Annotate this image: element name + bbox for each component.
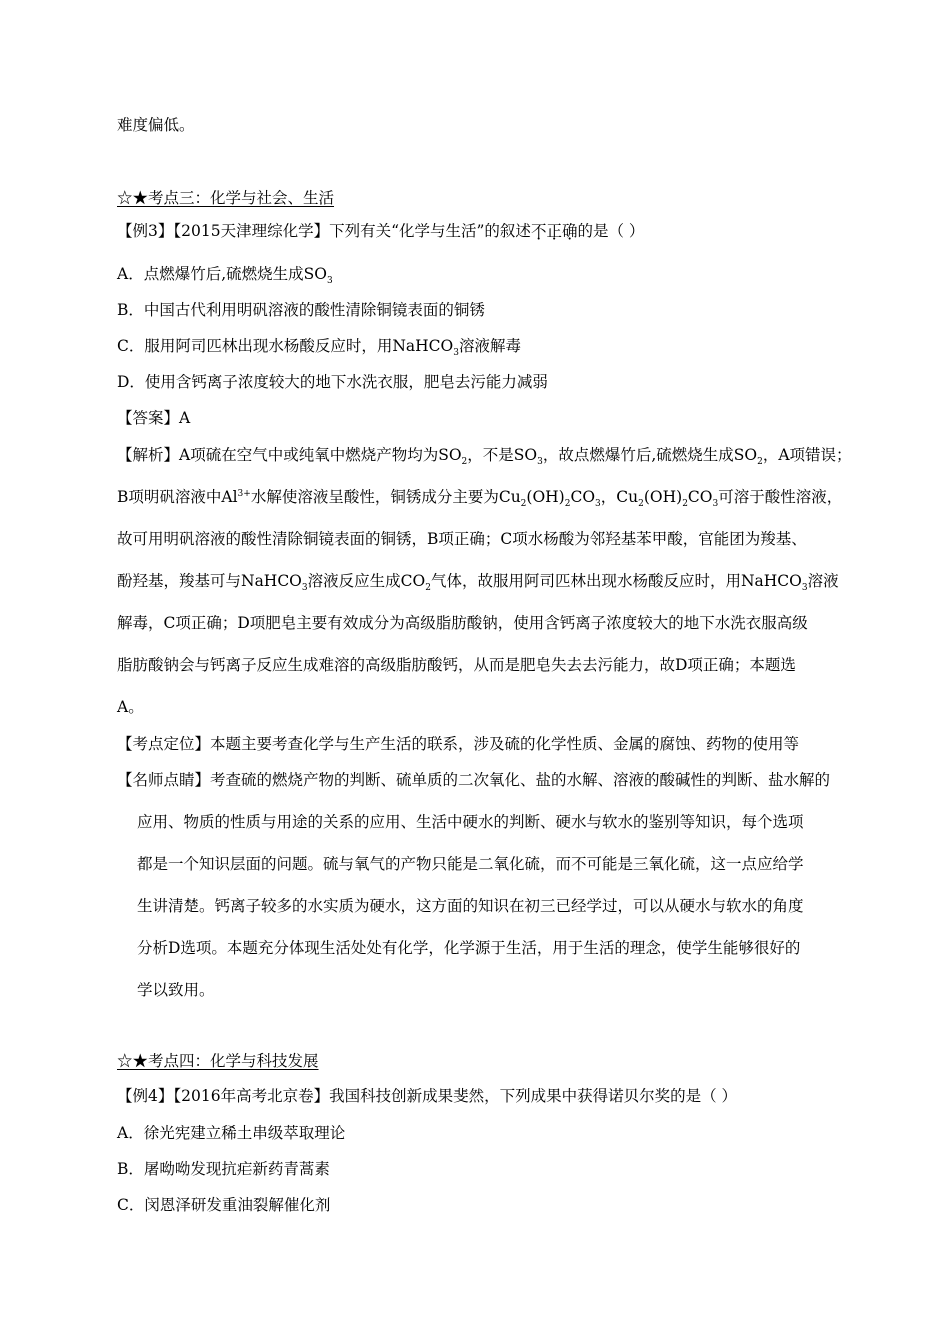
subscript: 2 <box>757 457 763 468</box>
mingshi-line-6: 学以致用。 <box>137 981 215 999</box>
analysis-text: ，故点燃爆竹后,硫燃烧生成SO <box>542 446 758 464</box>
mingshi-line-5: 分析D选项。本题充分体现生活处处有化学，化学源于生活，用于生活的理念，使学生能够很好的 <box>137 939 801 957</box>
emphasis-char: 确 <box>561 222 578 240</box>
subscript: 3 <box>326 276 333 287</box>
example3-tag: 【例3】 <box>117 222 174 240</box>
analysis-line-5: 解毒，C项正确；D项肥皂主要有效成分为高级脂肪酸钠，使用含钙离子浓度较大的地下水洗衣服高级 <box>117 614 808 632</box>
mingshi-line-2: 应用、物质的性质与用途的关系的应用、生活中硬水的判断、硬水与软水的鉴别等知识，每个选项 <box>137 813 804 831</box>
example3-answer <box>117 407 190 429</box>
mingshi-line-3: 都是一个知识层面的问题。硫与氧气的产物只能是二氧化硫，而不可能是三氧化硫，这一点应给学 <box>137 855 804 873</box>
analysis-line-3: 故可用明矾溶液的酸性清除铜镜表面的铜锈，B项正确；C项水杨酸为邻羟基苯甲酸，官能团为羧基、 <box>117 530 807 548</box>
analysis-text: 酚羟基，羧基可与NaHCO <box>117 572 302 590</box>
example3-question-pre: 下列有关“化学与生活”的叙述 <box>329 222 531 240</box>
example4-option-a: A．徐光宪建立稀土串级萃取理论 <box>117 1124 346 1142</box>
subscript: 3 <box>301 583 308 594</box>
analysis-text: A项硫在空气中或纯氧中燃烧产物均为SO <box>179 446 462 464</box>
kaodian-line <box>117 733 799 755</box>
kaodian-label: 【考点定位】 <box>117 735 211 753</box>
example4-source: 【2016年高考北京卷】 <box>173 1087 330 1105</box>
analysis-text: 气体，故服用阿司匹林出现水杨酸反应时，用NaHCO <box>430 572 802 590</box>
mingshi-line-4: 生讲清楚。钙离子较多的水实质为硬水，这方面的知识在初三已经学过，可以从硬水与软水的角度 <box>137 897 804 915</box>
example4-option-b: B．屠呦呦发现抗疟新药青蒿素 <box>117 1160 330 1178</box>
superscript: 3+ <box>237 488 251 499</box>
analysis-text: ，Cu <box>600 488 639 506</box>
analysis-line-4 <box>117 570 839 592</box>
subscript: 2 <box>682 499 688 510</box>
section3-heading: ☆★考点三：化学与社会、生活 <box>117 189 335 207</box>
analysis-line-2 <box>117 486 842 508</box>
analysis-line-6: 脂肪酸钠会与钙离子反应生成难溶的高级脂肪酸钙，从而是肥皂失去去污能力，故D项正确；本题选 <box>117 656 796 674</box>
analysis-text: CO <box>687 488 713 506</box>
example3-option-b: B．中国古代利用明矾溶液的酸性清除铜镜表面的铜锈 <box>117 301 485 319</box>
analysis-text: (OH) <box>643 488 683 506</box>
answer-value: A <box>179 409 191 427</box>
example3-source: 【2015天津理综化学】 <box>173 222 330 240</box>
analysis-line-1 <box>117 444 852 466</box>
emphasis-char: 正 <box>546 222 562 240</box>
subscript: 2 <box>638 499 644 510</box>
subscript: 2 <box>520 499 527 510</box>
intro-tail-text: 难度偏低。 <box>117 116 195 134</box>
subscript: 2 <box>564 499 571 510</box>
example4-question-text: 我国科技创新成果斐然，下列成果中获得诺贝尔奖的是（ ） <box>329 1087 738 1105</box>
analysis-text: 溶液反应生成CO <box>307 572 426 590</box>
example3-option-c <box>117 335 521 357</box>
analysis-text: 溶液 <box>807 572 839 590</box>
subscript: 2 <box>461 457 468 468</box>
section4-heading: ☆★考点四：化学与科技发展 <box>117 1052 319 1070</box>
example3-question-post: 的是（ ） <box>577 222 645 240</box>
subscript: 3 <box>801 583 808 594</box>
analysis-text: 可溶于酸性溶液， <box>718 488 843 506</box>
mingshi-line-1 <box>117 769 830 791</box>
example3-option-d: D．使用含钙离子浓度较大的地下水洗衣服，肥皂去污能力减弱 <box>117 373 548 391</box>
example3-question <box>117 220 644 242</box>
analysis-text: ，A项错误； <box>762 446 852 464</box>
analysis-text: B项明矾溶液中Al <box>117 488 238 506</box>
analysis-line-7: A。 <box>117 698 144 716</box>
subscript: 3 <box>595 499 601 510</box>
analysis-text: 水解使溶液呈酸性，铜锈成分主要为Cu <box>250 488 521 506</box>
example4-tag: 【例4】 <box>117 1087 174 1105</box>
option-c-text: C．服用阿司匹林出现水杨酸反应时，用NaHCO <box>117 337 454 355</box>
analysis-text: CO <box>570 488 596 506</box>
option-a-text: A．点燃爆竹后,硫燃烧生成SO <box>117 265 327 283</box>
subscript: 2 <box>425 583 431 594</box>
emphasis-char: 不 <box>530 222 547 240</box>
analysis-text: ，不是SO <box>467 446 538 464</box>
analysis-text: (OH) <box>526 488 565 506</box>
example4-option-c: C．闵恩泽研发重油裂解催化剂 <box>117 1196 331 1214</box>
answer-label: 【答案】 <box>117 409 180 427</box>
mingshi-text: 考查硫的燃烧产物的判断、硫单质的二次氧化、盐的水解、溶液的酸碱性的判断、盐水解的 <box>210 771 831 789</box>
subscript: 3 <box>453 348 459 359</box>
subscript: 3 <box>712 499 719 510</box>
option-c-text-tail: 溶液解毒 <box>458 337 521 355</box>
analysis-label: 【解析】 <box>117 446 180 464</box>
example3-option-a <box>117 263 333 285</box>
subscript: 3 <box>537 457 543 468</box>
kaodian-text: 本题主要考查化学与生产生活的联系，涉及硫的化学性质、金属的腐蚀、药物的使用等 <box>210 735 800 753</box>
example4-question <box>117 1085 737 1107</box>
mingshi-label: 【名师点睛】 <box>117 771 211 789</box>
